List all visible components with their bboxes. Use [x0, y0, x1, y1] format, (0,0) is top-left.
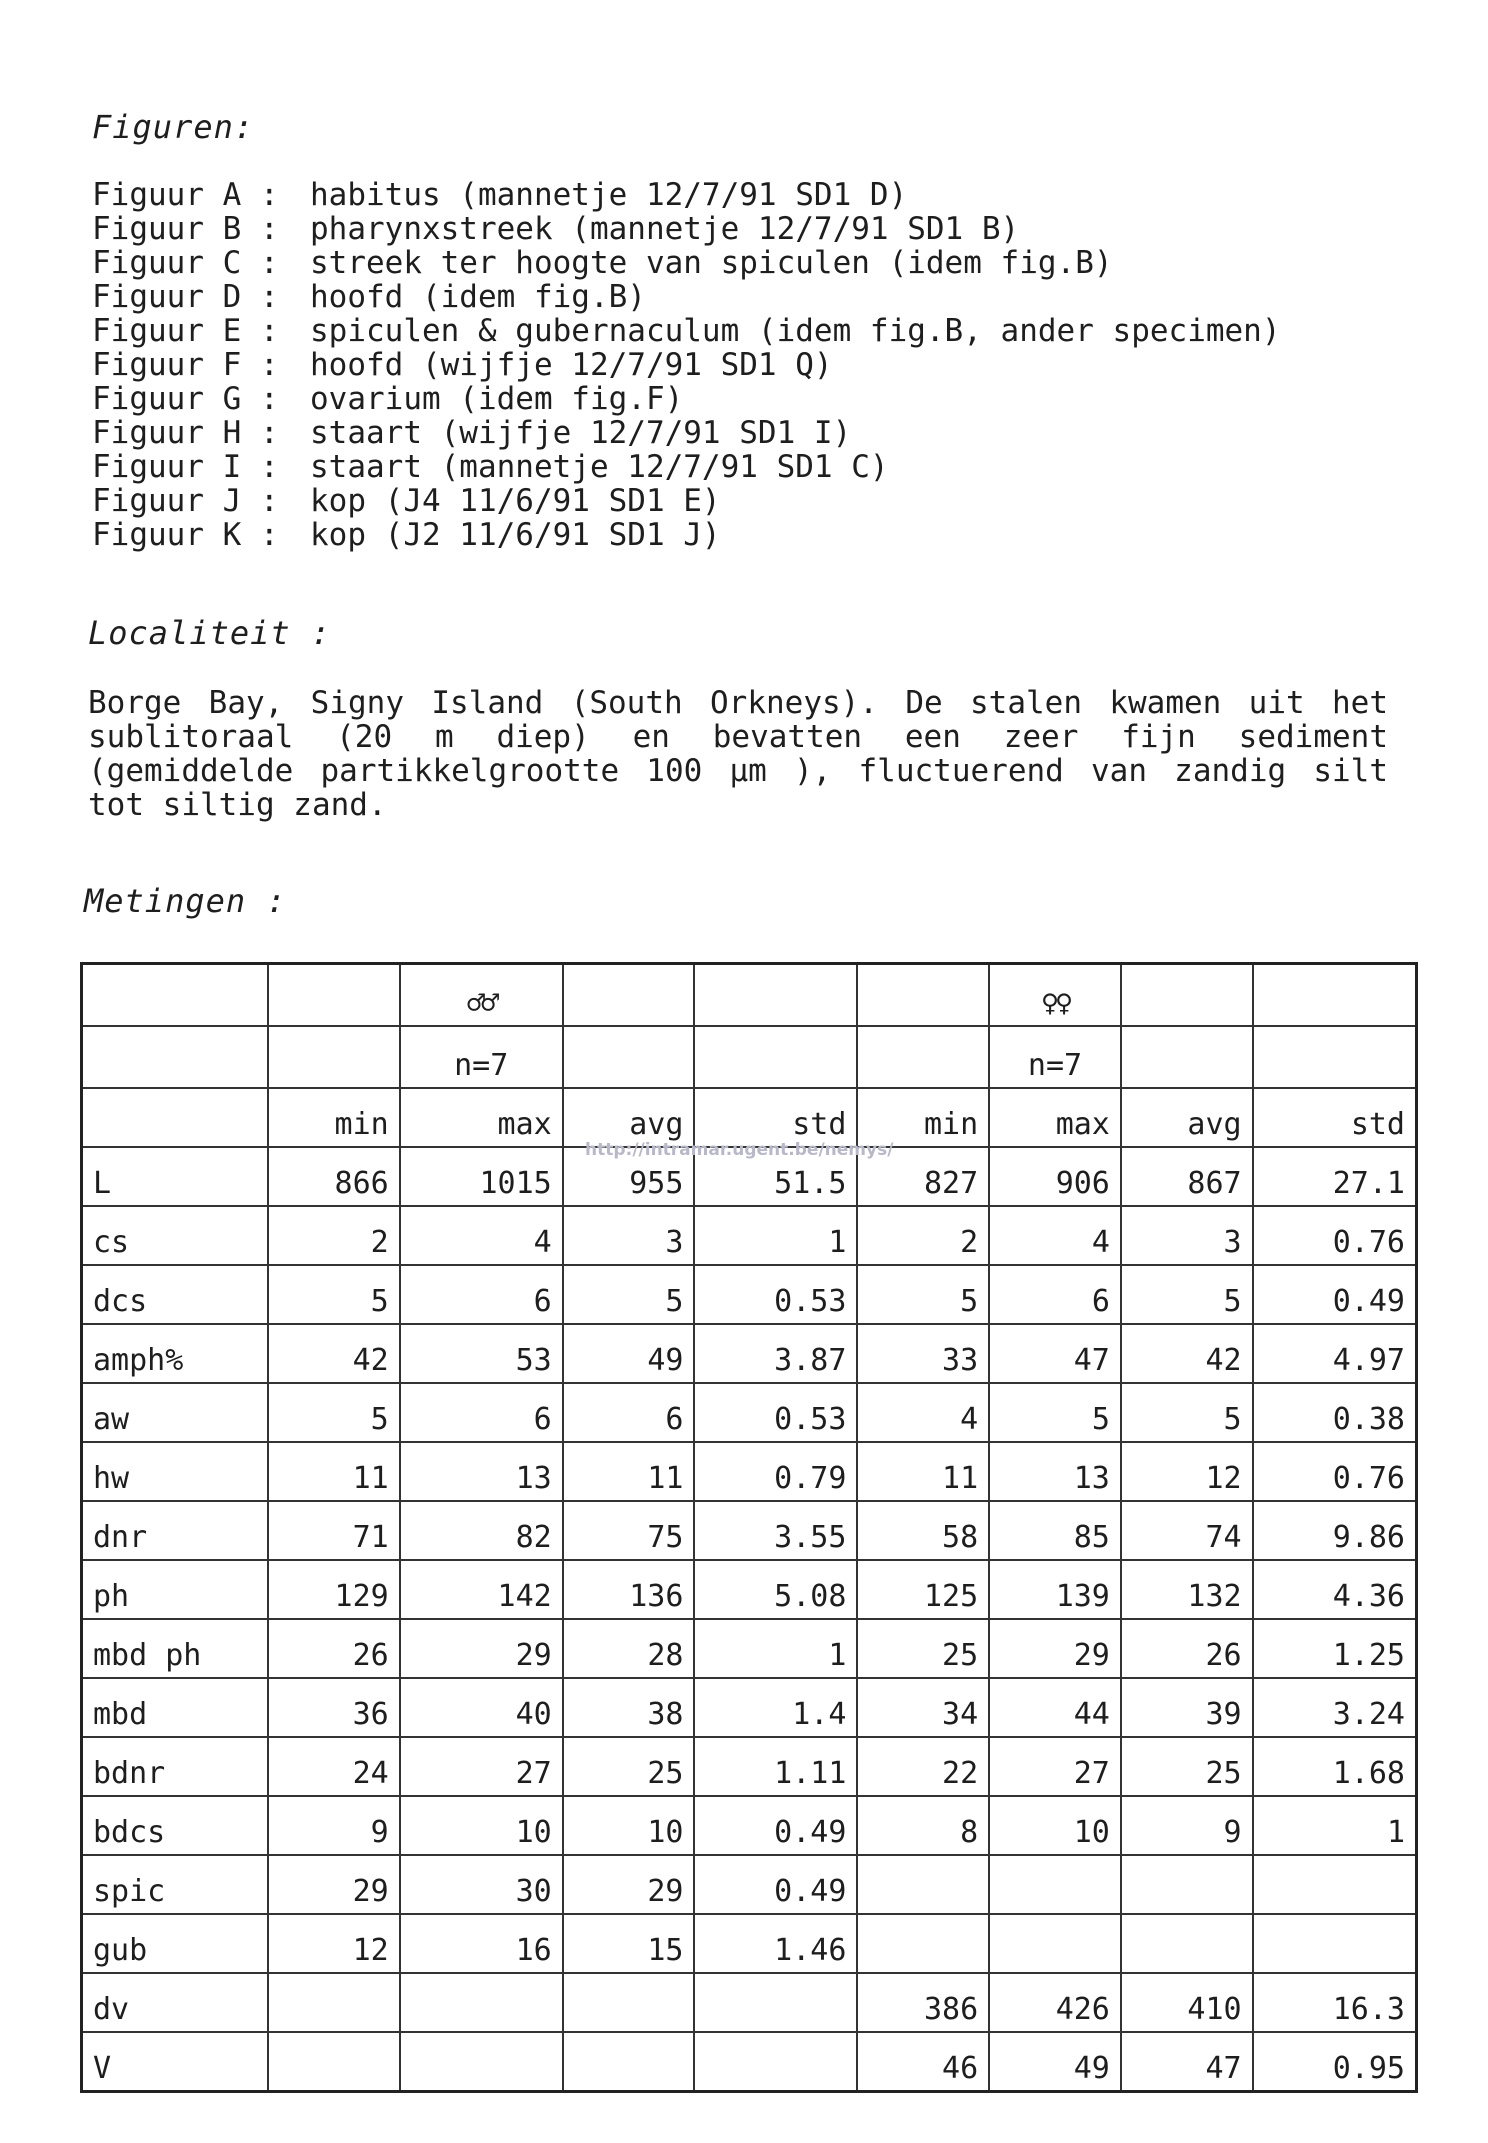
- table-cell: 2: [268, 1206, 400, 1265]
- figure-description: kop (J2 11/6/91 SD1 J): [310, 517, 721, 553]
- table-cell: 34: [857, 1678, 989, 1737]
- table-row: [82, 1737, 1417, 1796]
- table-cell: 0.53: [694, 1383, 857, 1442]
- table-cell: 47: [989, 1324, 1121, 1383]
- figure-description: staart (wijfje 12/7/91 SD1 I): [310, 415, 852, 451]
- table-cell: 11: [857, 1442, 989, 1501]
- table-cell: 25: [1121, 1737, 1253, 1796]
- table-cell: 28: [563, 1619, 695, 1678]
- table-cell: 25: [857, 1619, 989, 1678]
- table-cell: 11: [268, 1442, 400, 1501]
- table-cell: 33: [857, 1324, 989, 1383]
- table-cell: 13: [989, 1442, 1121, 1501]
- table-row: [82, 1324, 1417, 1383]
- row-label: mbd ph: [82, 1619, 269, 1678]
- row-label: dnr: [82, 1501, 269, 1560]
- table-cell: 58: [857, 1501, 989, 1560]
- table-cell: 75: [563, 1501, 695, 1560]
- table-cell: 4: [400, 1206, 563, 1265]
- table-cell: 3.24: [1253, 1678, 1417, 1737]
- column-header: std: [694, 1088, 857, 1147]
- column-header: std: [1253, 1088, 1417, 1147]
- row-label: spic: [82, 1855, 269, 1914]
- row-label: L: [82, 1147, 269, 1206]
- table-cell: 74: [1121, 1501, 1253, 1560]
- table-row: [82, 1501, 1417, 1560]
- figure-key: Figuur G :: [92, 381, 279, 417]
- table-cell: 906: [989, 1147, 1121, 1206]
- row-label: mbd: [82, 1678, 269, 1737]
- figure-description: kop (J4 11/6/91 SD1 E): [310, 483, 721, 519]
- figure-item: [92, 450, 1281, 484]
- table-row: [82, 1678, 1417, 1737]
- figure-description: hoofd (idem fig.B): [310, 279, 646, 315]
- table-cell: 0.53: [694, 1265, 857, 1324]
- figure-key: Figuur A :: [92, 177, 279, 213]
- table-cell: 5.08: [694, 1560, 857, 1619]
- row-label: amph%: [82, 1324, 269, 1383]
- table-cell: 39: [1121, 1678, 1253, 1737]
- row-label: bdcs: [82, 1796, 269, 1855]
- table-cell: 0.49: [694, 1796, 857, 1855]
- table-cell: 27: [989, 1737, 1121, 1796]
- figure-key: Figuur D :: [92, 279, 279, 315]
- measurements-table: [80, 962, 1418, 2093]
- figure-description: ovarium (idem fig.F): [310, 381, 684, 417]
- table-row: [82, 1973, 1417, 2032]
- table-cell: 5: [989, 1383, 1121, 1442]
- sex-symbol-row: [82, 964, 1417, 1027]
- figure-item: [92, 178, 1281, 212]
- row-label: hw: [82, 1442, 269, 1501]
- row-label: dcs: [82, 1265, 269, 1324]
- table-cell: 4.97: [1253, 1324, 1417, 1383]
- table-cell: [268, 1973, 400, 2032]
- table-cell: 47: [1121, 2032, 1253, 2092]
- table-cell: 4: [857, 1383, 989, 1442]
- table-cell: 13: [400, 1442, 563, 1501]
- table-cell: [694, 2032, 857, 2092]
- table-row: [82, 1914, 1417, 1973]
- table-cell: 5: [268, 1383, 400, 1442]
- table-row: [82, 1560, 1417, 1619]
- table-cell: [1121, 1914, 1253, 1973]
- table-cell: 0.76: [1253, 1442, 1417, 1501]
- table-cell: 1015: [400, 1147, 563, 1206]
- table-cell: 8: [857, 1796, 989, 1855]
- table-cell: 9: [268, 1796, 400, 1855]
- watermark-url: http://intramar.ugent.be/nemys/: [585, 1140, 894, 1160]
- figure-key: Figuur F :: [92, 347, 279, 383]
- table-cell: 49: [989, 2032, 1121, 2092]
- figure-description: pharynxstreek (mannetje 12/7/91 SD1 B): [310, 211, 1020, 247]
- table-cell: 15: [563, 1914, 695, 1973]
- row-label: V: [82, 2032, 269, 2092]
- table-cell: 3: [563, 1206, 695, 1265]
- row-label: cs: [82, 1206, 269, 1265]
- figure-key: Figuur E :: [92, 313, 279, 349]
- figure-key: Figuur H :: [92, 415, 279, 451]
- table-cell: [857, 1914, 989, 1973]
- table-cell: [857, 1855, 989, 1914]
- table-cell: 0.76: [1253, 1206, 1417, 1265]
- locality-text: Borge Bay, Signy Island (South Orkneys). De stalen kwamen uit het sublitoraal (20 m diep) en bevatten een zeer fijn sediment (gemiddelde partikkelgrootte 100 µm ), fluctuerend van zandig silt tot siltig zand.: [88, 685, 1388, 823]
- table-cell: 30: [400, 1855, 563, 1914]
- figure-key: Figuur B :: [92, 211, 279, 247]
- table-cell: 36: [268, 1678, 400, 1737]
- table-cell: 1: [694, 1619, 857, 1678]
- male-symbol: ♂♂: [467, 986, 496, 1021]
- table-cell: 29: [400, 1619, 563, 1678]
- male-sample-size: n=7: [400, 1026, 563, 1088]
- table-cell: 26: [268, 1619, 400, 1678]
- table-cell: 5: [268, 1265, 400, 1324]
- corner-cell: [82, 1088, 269, 1147]
- table-row: [82, 1206, 1417, 1265]
- table-cell: 0.49: [1253, 1265, 1417, 1324]
- table-cell: 71: [268, 1501, 400, 1560]
- table-cell: [400, 1973, 563, 2032]
- table-cell: 0.95: [1253, 2032, 1417, 2092]
- table-cell: 9.86: [1253, 1501, 1417, 1560]
- table-cell: [1253, 1855, 1417, 1914]
- table-cell: 1: [694, 1206, 857, 1265]
- table-cell: 12: [1121, 1442, 1253, 1501]
- table-cell: [563, 1973, 695, 2032]
- locality-heading: Localiteit :: [88, 614, 332, 652]
- figure-key: Figuur C :: [92, 245, 279, 281]
- table-cell: 10: [400, 1796, 563, 1855]
- column-header: min: [268, 1088, 400, 1147]
- table-cell: 129: [268, 1560, 400, 1619]
- table-cell: 1.46: [694, 1914, 857, 1973]
- table-cell: 82: [400, 1501, 563, 1560]
- row-label: bdnr: [82, 1737, 269, 1796]
- figure-list: [92, 178, 1281, 552]
- table-cell: 386: [857, 1973, 989, 2032]
- figures-heading: Figuren:: [92, 108, 255, 146]
- table-cell: 6: [989, 1265, 1121, 1324]
- figure-item: [92, 314, 1281, 348]
- table-row: [82, 1619, 1417, 1678]
- table-cell: 1.68: [1253, 1737, 1417, 1796]
- table-cell: 40: [400, 1678, 563, 1737]
- figure-description: streek ter hoogte van spiculen (idem fig.B): [310, 245, 1113, 281]
- figure-item: [92, 246, 1281, 280]
- table-cell: 410: [1121, 1973, 1253, 2032]
- female-symbol: ♀♀: [1040, 986, 1070, 1021]
- figure-item: [92, 348, 1281, 382]
- table-cell: 3.87: [694, 1324, 857, 1383]
- table-cell: 5: [1121, 1265, 1253, 1324]
- table-cell: 29: [989, 1619, 1121, 1678]
- table-cell: 866: [268, 1147, 400, 1206]
- table-cell: 26: [1121, 1619, 1253, 1678]
- table-cell: 0.79: [694, 1442, 857, 1501]
- table-cell: 42: [1121, 1324, 1253, 1383]
- figure-item: [92, 484, 1281, 518]
- table-cell: 51.5: [694, 1147, 857, 1206]
- table-cell: 6: [563, 1383, 695, 1442]
- row-label: gub: [82, 1914, 269, 1973]
- table-cell: 139: [989, 1560, 1121, 1619]
- table-cell: 46: [857, 2032, 989, 2092]
- table-row: [82, 1383, 1417, 1442]
- figure-description: habitus (mannetje 12/7/91 SD1 D): [310, 177, 908, 213]
- table-cell: [1121, 1855, 1253, 1914]
- figure-key: Figuur J :: [92, 483, 279, 519]
- column-header: max: [989, 1088, 1121, 1147]
- table-row: [82, 1265, 1417, 1324]
- table-row: [82, 1442, 1417, 1501]
- table-row: [82, 2032, 1417, 2092]
- table-cell: 3.55: [694, 1501, 857, 1560]
- table-cell: 49: [563, 1324, 695, 1383]
- table-cell: [400, 2032, 563, 2092]
- row-label: aw: [82, 1383, 269, 1442]
- table-cell: 1.11: [694, 1737, 857, 1796]
- table-cell: 22: [857, 1737, 989, 1796]
- table-row: [82, 1855, 1417, 1914]
- table-cell: 29: [563, 1855, 695, 1914]
- figure-item: [92, 416, 1281, 450]
- figure-description: hoofd (wijfje 12/7/91 SD1 Q): [310, 347, 833, 383]
- table-cell: 42: [268, 1324, 400, 1383]
- table-cell: 38: [563, 1678, 695, 1737]
- table-cell: 955: [563, 1147, 695, 1206]
- column-header: min: [857, 1088, 989, 1147]
- female-sample-size: n=7: [989, 1026, 1121, 1088]
- table-cell: 6: [400, 1265, 563, 1324]
- table-cell: 5: [857, 1265, 989, 1324]
- table-cell: 16: [400, 1914, 563, 1973]
- table-cell: 1.4: [694, 1678, 857, 1737]
- table-cell: 0.49: [694, 1855, 857, 1914]
- row-label: dv: [82, 1973, 269, 2032]
- figure-description: staart (mannetje 12/7/91 SD1 C): [310, 449, 889, 485]
- table-cell: 1: [1253, 1796, 1417, 1855]
- table-cell: 44: [989, 1678, 1121, 1737]
- table-cell: 27: [400, 1737, 563, 1796]
- table-cell: 4: [989, 1206, 1121, 1265]
- table-cell: 125: [857, 1560, 989, 1619]
- figure-item: [92, 212, 1281, 246]
- table-cell: 827: [857, 1147, 989, 1206]
- table-cell: 0.38: [1253, 1383, 1417, 1442]
- table-cell: 10: [989, 1796, 1121, 1855]
- table-cell: 3: [1121, 1206, 1253, 1265]
- column-header: avg: [563, 1088, 695, 1147]
- table-cell: [694, 1973, 857, 2032]
- table-cell: 27.1: [1253, 1147, 1417, 1206]
- sample-size-row: [82, 1026, 1417, 1088]
- figure-item: [92, 382, 1281, 416]
- table-cell: 867: [1121, 1147, 1253, 1206]
- figure-description: spiculen & gubernaculum (idem fig.B, ander specimen): [310, 313, 1281, 349]
- table-cell: [268, 2032, 400, 2092]
- measurements-heading: Metingen :: [84, 882, 287, 920]
- row-label: ph: [82, 1560, 269, 1619]
- table-cell: 1.25: [1253, 1619, 1417, 1678]
- table-cell: 142: [400, 1560, 563, 1619]
- table-cell: 24: [268, 1737, 400, 1796]
- table-cell: 25: [563, 1737, 695, 1796]
- table-cell: 11: [563, 1442, 695, 1501]
- table-cell: [1253, 1914, 1417, 1973]
- figure-item: [92, 518, 1281, 552]
- table-cell: [989, 1914, 1121, 1973]
- table-cell: 2: [857, 1206, 989, 1265]
- table-cell: 426: [989, 1973, 1121, 2032]
- table-cell: 132: [1121, 1560, 1253, 1619]
- table-cell: 5: [1121, 1383, 1253, 1442]
- table-cell: 10: [563, 1796, 695, 1855]
- column-header: max: [400, 1088, 563, 1147]
- figure-key: Figuur K :: [92, 517, 279, 553]
- table-cell: 85: [989, 1501, 1121, 1560]
- table-cell: [989, 1855, 1121, 1914]
- table-cell: 12: [268, 1914, 400, 1973]
- column-header-row: [82, 1088, 1417, 1147]
- column-header: avg: [1121, 1088, 1253, 1147]
- table-row: [82, 1796, 1417, 1855]
- table-cell: 5: [563, 1265, 695, 1324]
- table-cell: 4.36: [1253, 1560, 1417, 1619]
- table-cell: 53: [400, 1324, 563, 1383]
- table-cell: 9: [1121, 1796, 1253, 1855]
- figure-item: [92, 280, 1281, 314]
- figure-key: Figuur I :: [92, 449, 279, 485]
- table-cell: [563, 2032, 695, 2092]
- table-cell: 29: [268, 1855, 400, 1914]
- table-cell: 16.3: [1253, 1973, 1417, 2032]
- table-cell: 6: [400, 1383, 563, 1442]
- table-cell: 136: [563, 1560, 695, 1619]
